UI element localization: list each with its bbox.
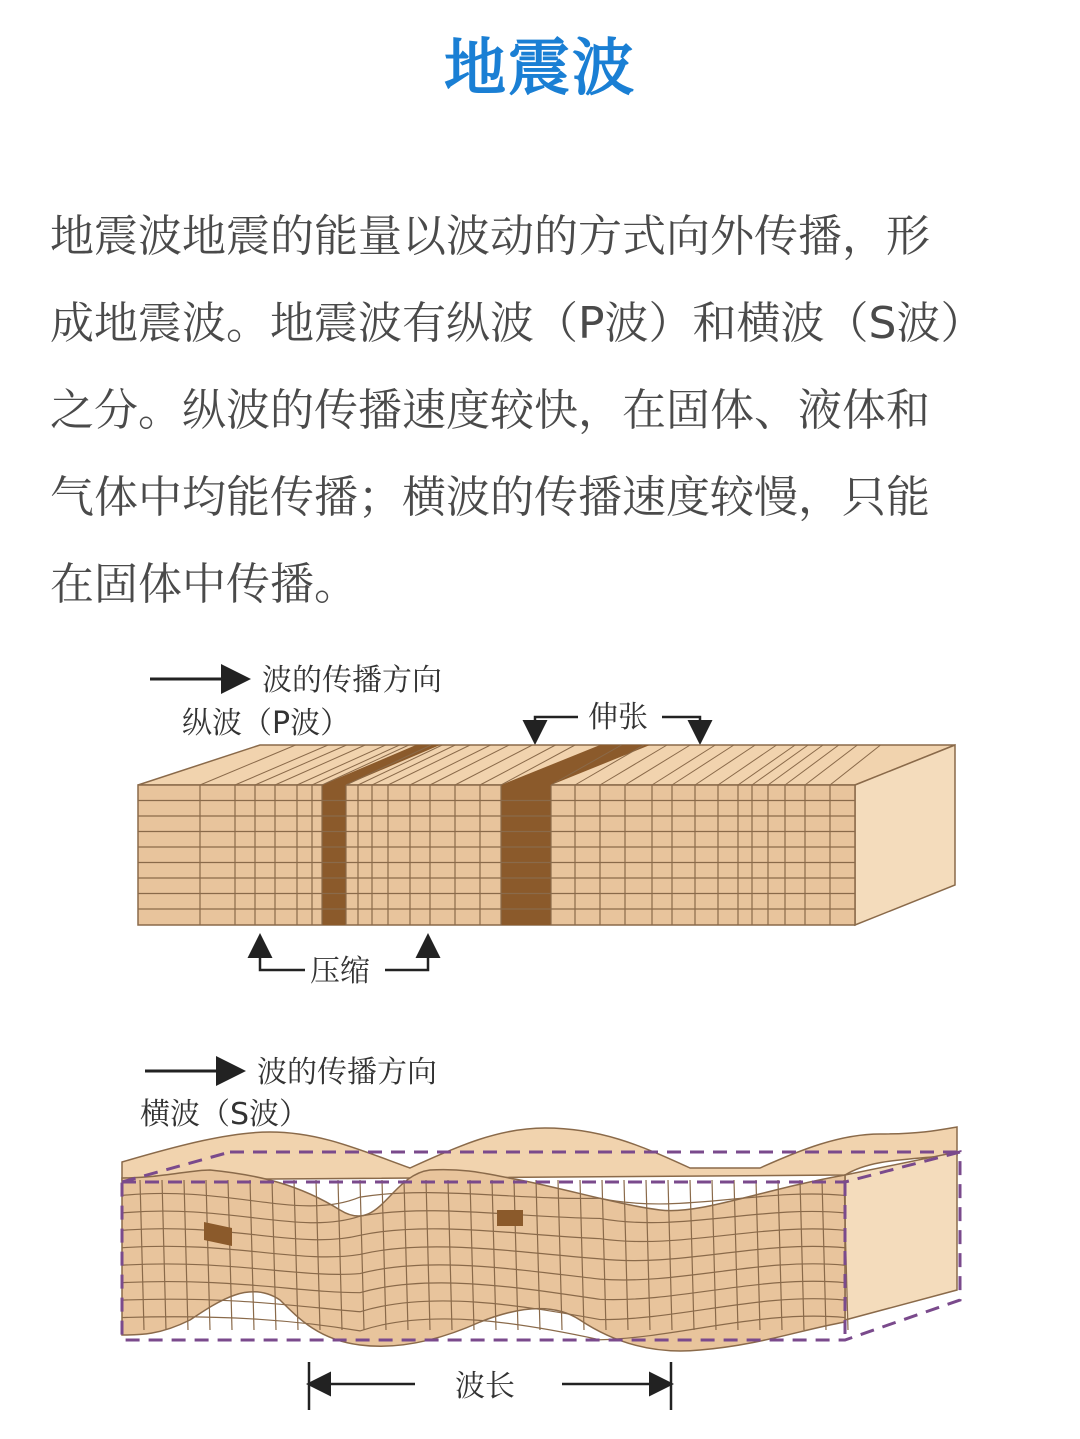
s-direction-label: 波的传播方向 <box>257 1055 437 1090</box>
p-compression-band-1 <box>322 785 346 925</box>
seismic-wave-diagram <box>0 640 1080 1439</box>
s-wave-diagram <box>122 1055 960 1410</box>
body-line-2: 成地震波。地震波有纵波（P波）和横波（S波） <box>50 298 985 349</box>
p-compression-band-2 <box>501 785 551 925</box>
body-line-3: 之分。纵波的传播速度较快，在固体、液体和 <box>50 385 930 436</box>
compress-bracket-left <box>260 938 305 970</box>
wavelength-label: 波长 <box>455 1369 515 1404</box>
body-line-1: 地震波地震的能量以波动的方式向外传播，形 <box>50 211 930 262</box>
body-line-4: 气体中均能传播；横波的传播速度较慢，只能 <box>50 472 930 523</box>
p-block-front <box>138 785 855 925</box>
s-displaced-cell-2 <box>497 1210 523 1226</box>
page-title: 地震波 <box>443 31 636 104</box>
p-wave-name: 纵波（P波） <box>182 706 351 741</box>
stretch-bracket-right <box>662 717 700 740</box>
body-line-5: 在固体中传播。 <box>50 559 358 610</box>
p-wave-diagram <box>138 663 955 989</box>
compress-bracket-right <box>385 938 428 970</box>
s-wave-name: 横波（S波） <box>140 1097 310 1132</box>
compress-label: 压缩 <box>310 954 370 989</box>
stretch-label: 伸张 <box>588 700 648 735</box>
stretch-bracket-left <box>535 717 578 740</box>
p-direction-label: 波的传播方向 <box>262 663 442 698</box>
